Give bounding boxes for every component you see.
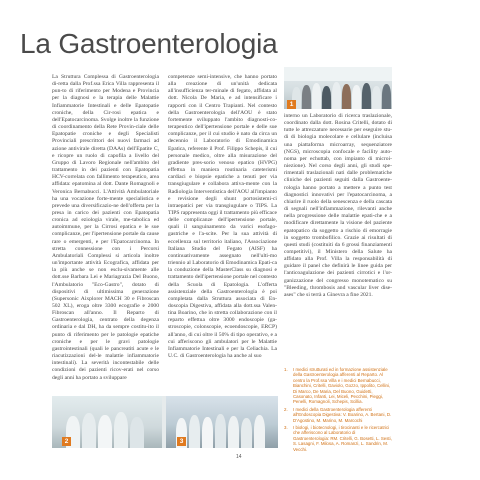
photo-figure bbox=[302, 85, 311, 109]
article-column-3 bbox=[284, 113, 392, 298]
article-column-2 bbox=[168, 74, 277, 420]
caption-number: 2. bbox=[284, 406, 288, 412]
photo-figure bbox=[312, 83, 321, 109]
article-text: La Struttura Complessa di Gastroenterologia di-retta dalla Prof.ssa Erica Villa rappresenta il pun-to di riferimento per Modena e Provincia per la diagnosi e la terapia delle Malattie Infiammatorie Intestinali e delle Epatopatie croniche, della Cir-rosi epatica e dell'Epatocarcinoma. Svolge inoltre la funzione di coordinamento della Rete Provin-ciale delle Epatopatie croniche e degli Specialisti Provinciali prescrittori dei nuovi farmaci ad azione antivirale diretta (DAAs) dell'Epatite C, e ricopre un ruolo di capofila a livello del Gruppo di Lavoro Regionale nell'ambito del trattamento in dei pazienti con Epatopatia HCV-correlata con fallimento terapeutico, area affidata: epatomina al dott. Dante Romagnoli e Veronica Bernabucci. L'Attività Ambulatoriale ha una vocazione forte-mente specialistica e prevede una diversificazio-ne dell'offerta per la presa in carico dei pazienti con Epatopatia cronica ad eziologia virale, me-tabolica ed autoimmune, per la Cirrosi epatica e le sue complicanze, per l'ipertensione portale da cause rare o emergenti, e per l'Epatocarcinoma. In stretta connessione con i Percorsi Ambulatoriali Complessi si articola inoltre un'importante attività Ecografica, affidata per la più anche se non esclu-sivamente alle dott.sse Barbara Lei e Mariagrazia Del Buono, l'Ambulatorio "Eco-Gastro", dotato di dispositivi di ultimissima generazione (Supersonic Aixplorer MACH 30 e Fibroscan 502 XL), eroga oltre 3300 ecografie e 2000 Fibroscan all'anno. Il Reparto di Gastroenterologia, centrato della degenza ordinaria e dal DH, ha da sempre costitu-ito il punto di riferimento per le patologie epatiche croniche e per le gravi patologie gastrointestinali (quali le pancreatiti acute e le riacutizzazioni del-le malattie infiammatorie intestinali). La severità incontestabile delle condizioni dei pazienti ricov-erati nel corso degli anni ha portato a sviluppare bbox=[52, 74, 159, 381]
photo-figure bbox=[202, 417, 213, 448]
caption-item bbox=[284, 425, 392, 452]
page-title: La Gastroenterologia bbox=[20, 28, 278, 59]
photo-background bbox=[284, 67, 392, 81]
caption-number: 1. bbox=[284, 367, 288, 372]
photo-figure bbox=[82, 413, 96, 448]
photo-figure bbox=[114, 412, 128, 448]
photo-figure bbox=[382, 84, 391, 109]
photo-figure bbox=[342, 84, 351, 109]
photo-number-badge: 1 bbox=[287, 100, 296, 109]
photo-figure bbox=[332, 82, 341, 109]
photo-figure bbox=[352, 85, 361, 109]
article-column-1 bbox=[52, 74, 159, 396]
photo-figure bbox=[372, 86, 381, 109]
caption-number: 3. bbox=[284, 425, 288, 431]
article-text: competenze semi-intensive, che hanno portato alla creazione di un'unità dedicata all'insufficienza ter-minale di fegato, affidata al dott. Nicola De Maria, e ad intensificare i rapporti con il Centro Trapianti. Nel contesto della Gastroenterologia dell'AOU è stato fortemente sviluppato l'ambito diagnosti-co-terapeutico dell'ipertensione portale e delle sue complicanze, per il cui studio è nato da circa un decennio il Laboratorio di Emodinamica Epatica, referente il Prof. Filippo Schepis, il cui personale medico, oltre alla misurazione del gradiente pres-sorio venoso epatico (HVPG) effettua in maniera routinaria cateterismi cardiaci e biopsie epatiche a tenuti per via transgiugulare e collabora attiva-mente con la Radiologia Interventistica dell'AOU all'impianto e revisione degli shunt portosistemi-ci intraepatici per via transgiugulare o TIPS. La TIPS rappresenta oggi il trattamento più efficace delle complicanze dell'ipertensione portale, quali il sanguinamento da varici esofago-gastriche e l'a-scite. Per la sua attività di eccellenza sul territorio italiano, l'Associazione Italiana Studio del Fegato (AISF) ha continuativamente assegnato nell'ulti-mo triennio al Laboratorio di Emodinamica Epati-ca la conduzione della MasterClass su diagnosi e trattamento dell'ipertensione portale nel contesto della Scuola di Epatologia. L'offerta assistenziale della Gastroenterologia è poi completata dalla Struttura associata di En-doscopia Digestiva, affidata alla dott.ssa Valen-tina Boarino, che in stretta collaborazione con il reparto effettua oltre 3000 endoscopie (ga-stroscopie, colonscopie, ecoendoscopie, ERCP) all'anno, di cui oltre il 50% di tipo operativo, e a cui afferiscono gli ambulatori per le Malattie Infiammatorie Intestinali e per la Celiachia. La U.C. di Gastroenterologia ha anche al suo bbox=[168, 74, 277, 360]
photo-figure bbox=[228, 416, 239, 448]
photo-number-badge: 3 bbox=[177, 437, 186, 446]
photo-figure bbox=[362, 83, 371, 109]
photo-figure bbox=[241, 418, 252, 448]
page-number: 14 bbox=[236, 454, 242, 460]
photo-figure bbox=[98, 415, 112, 448]
caption-text: I biologi, i biotecnologi, i tirocinanti e le ricercatrici che afferiscono al Laboratorio di Gastroenterologia: RM. Critelli, G. Bosetti, L. Sesti, S. Lasagni, F. Milosa, A. Romanzi, L. Sandrin, M. Vecchi. bbox=[293, 425, 392, 452]
photo-captions bbox=[284, 367, 392, 454]
photo-strip bbox=[52, 396, 278, 448]
team-photo-1 bbox=[284, 67, 392, 109]
article-text: interno un Laboratorio di ricerca traslazionale, coordinato dalla dott. Rosina Critelli, dotato di tutte le attrezzature necessarie per eseguire stu-di di biologia molecolare e cellulare (incluisa una piattaforma microarray, sequenziatore (NGS), microscopia confocale e facility auto-noma per echuttab, con impianto di microi-niezione). Nel corso degli anni, gli studi spe-rimentali traslazionali nati dalle problematiche cliniche dei pazienti seguiti dalla Gastroente-rologia hanno portato a mettere a punto test diagnostici innovativi per l'epatocarcinoma, a chiarire il ruolo della senescenza e della cascata di segnali nell'infiammazione, rilevanti anche nella progressione delle malattie epati-che e a modificare direttamente la visione del paziente epatopatico da soggetto a rischio di emorragie in soggetto trombofilico. Grazie ai risultati di questi studi (costituiti da 6 grossi finanziamenti competitivi), il Ministero della Salute ha affidato alla Prof. Villa la responsabilità di guidare il panel che definirà le linee guida per l'anticoagulazione dei pazienti cirrotici e l'or-ganizzazione del congresso monotematico su "Bleeding, thrombosis and vascular liver dise-ases" che si terrà a Ginevra a fine 2021. bbox=[284, 113, 392, 298]
caption-text: I medici strutturati ed in formazione assistenziale della Gastroenterologia afferenti al Reparto. Al centro la Prof.ssa Villa e i medici Bernabucci, Bianchini, Critelli, Gaviolo, Gozzo, Ippolito, Cellini, Di Marco, De Maria, Del Buono, Guidetti, Casonato, Infanti, Lei, Miceli, Pecchini, Pieggi, Penelli, Romagnoli, Schepis, Scillia. bbox=[293, 367, 391, 405]
caption-text: I medici della Gastroenterologia afferenti all'Endoscopia Digestiva: V. Boarino, A. Bertani, D. D'Agostino, M. Marino, M. Marcochi bbox=[293, 406, 392, 423]
photo-figure bbox=[215, 414, 226, 448]
photo-number-badge: 2 bbox=[62, 437, 71, 446]
caption-item bbox=[284, 367, 392, 405]
photo-figure bbox=[322, 86, 331, 109]
photo-figure bbox=[254, 415, 265, 448]
caption-item bbox=[284, 407, 392, 423]
photo-figure bbox=[189, 415, 200, 448]
photo-figure bbox=[130, 417, 144, 448]
